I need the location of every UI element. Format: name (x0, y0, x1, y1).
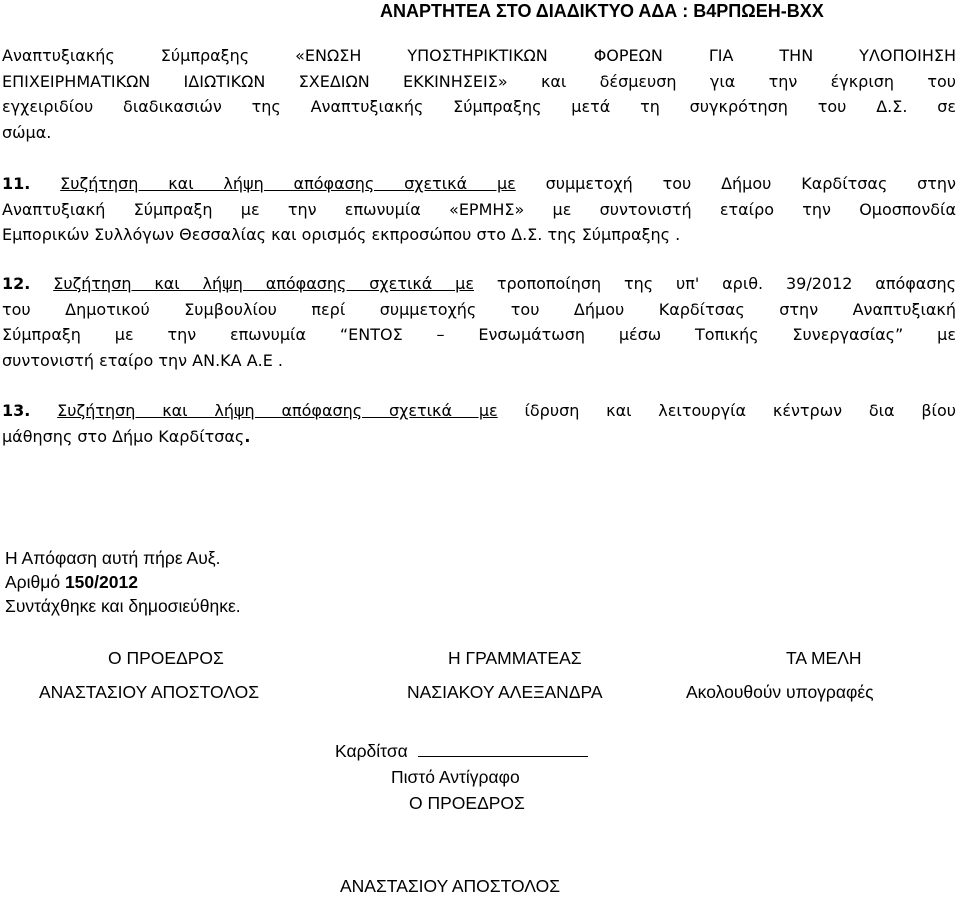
agenda-item-text: μάθησης στο Δήμο Καρδίτσας (2, 426, 245, 446)
agenda-item-line: συντονιστή εταίρο την ΑΝ.ΚΑ Α.Ε . (2, 350, 284, 370)
decision-number: 150/2012 (64, 572, 138, 592)
agenda-item-number: 13. (2, 401, 31, 420)
intro-line: ΕΠΙΧΕΙΡΗΜΑΤΙΚΩΝ ΙΔΙΩΤΙΚΩΝ ΣΧΕΔΙΩΝ ΕΚΚΙΝΗΣΕΙΣ» και δέσμευση για την έγκριση του (2, 71, 956, 91)
agenda-item-line: Εμπορικών Συλλόγων Θεσσαλίας και ορισμός εκπροσώπου στο Δ.Σ. της Σύμπραξης . (2, 225, 681, 244)
closing-name: ΑΝΑΣΤΑΣΙΟΥ ΑΠΟΣΤΟΛΟΣ (340, 876, 561, 896)
decision-line: Η Απόφαση αυτή πήρε Αυξ. (5, 548, 221, 568)
agenda-item-number: 11. (2, 174, 31, 193)
signature-name-secretary: ΝΑΣΙΑΚΟΥ ΑΛΕΞΑΝΔΡΑ (407, 682, 603, 702)
decision-number-label: Αριθμό (5, 572, 61, 592)
agenda-item-heading: Συζήτηση και λήψη απόφασης σχετικά με (60, 174, 516, 193)
agenda-item-number: 12. (2, 274, 31, 293)
agenda-item-heading: Συζήτηση και λήψη απόφασης σχετικά με (53, 274, 475, 293)
agenda-item-text: ίδρυση και λειτουργία κέντρων δια βίου (524, 401, 957, 420)
agenda-item-line (2, 171, 956, 197)
signature-note-members: Ακολουθούν υπογραφές (686, 682, 874, 702)
signature-title-members: ΤΑ ΜΕΛΗ (786, 648, 862, 668)
agenda-item-line: του Δημοτικού Συμβουλίου περί συμμετοχής του Δήμου Καρδίτσας στην Αναπτυξιακή (2, 299, 956, 319)
agenda-item-text: τροποποίηση της υπ' αριθ. 39/2012 απόφασης (496, 274, 957, 293)
agenda-item-line (2, 271, 956, 297)
intro-paragraph (2, 43, 956, 145)
decision-block (5, 546, 241, 618)
agenda-item-end: . (244, 426, 251, 446)
page-header-ada: ΑΝΑΡΤΗΤΕΑ ΣΤΟ ΔΙΑΔΙΚΤΥΟ ΑΔΑ : Β4ΡΠΩΕΗ-ΒΧΧ (380, 1, 824, 21)
signature-title-president: Ο ΠΡΟΕΔΡΟΣ (108, 648, 224, 668)
agenda-item-13 (2, 398, 956, 449)
agenda-item-11 (2, 171, 956, 248)
decision-number-line (5, 570, 241, 594)
closing-role: Ο ΠΡΟΕΔΡΟΣ (409, 793, 525, 813)
intro-line: εγχειριδίου διαδικασιών της Αναπτυξιακής Σύμπραξης μετά τη συγκρότηση του Δ.Σ. σε (2, 97, 956, 116)
signature-title-secretary: Η ΓΡΑΜΜΑΤΕΑΣ (448, 648, 582, 668)
certified-copy-label: Πιστό Αντίγραφο (391, 767, 520, 787)
agenda-item-line: Σύμπραξη με την επωνυμία “ΕΝΤΟΣ – Ενσωμάτωση μέσω Τοπικής Συνεργασίας” με (2, 325, 956, 344)
intro-line: σώμα. (2, 122, 52, 142)
intro-line: Αναπτυξιακής Σύμπραξης «ΕΝΩΣΗ ΥΠΟΣΤΗΡΙΚΤΙΚΩΝ ΦΟΡΕΩΝ ΓΙΑ ΤΗΝ ΥΛΟΠΟΙΗΣΗ (2, 46, 956, 65)
closing-place: Καρδίτσα (335, 741, 408, 761)
agenda-item-line (2, 424, 956, 450)
agenda-item-line (2, 398, 956, 424)
signature-name-president: ΑΝΑΣΤΑΣΙΟΥ ΑΠΟΣΤΟΛΟΣ (39, 682, 260, 702)
agenda-item-12 (2, 271, 956, 373)
date-blank-line (418, 755, 588, 757)
agenda-item-text: συμμετοχή του Δήμου Καρδίτσας στην (545, 174, 956, 193)
agenda-item-heading: Συζήτηση και λήψη απόφασης σχετικά με (57, 401, 498, 420)
agenda-item-line: Αναπτυξιακή Σύμπραξη με την επωνυμία «ΕΡΜΗΣ» με συντονιστή εταίρο την Ομοσπονδία (2, 199, 956, 219)
decision-line: Συντάχθηκε και δημοσιεύθηκε. (5, 596, 241, 616)
closing-place-line (335, 739, 588, 763)
